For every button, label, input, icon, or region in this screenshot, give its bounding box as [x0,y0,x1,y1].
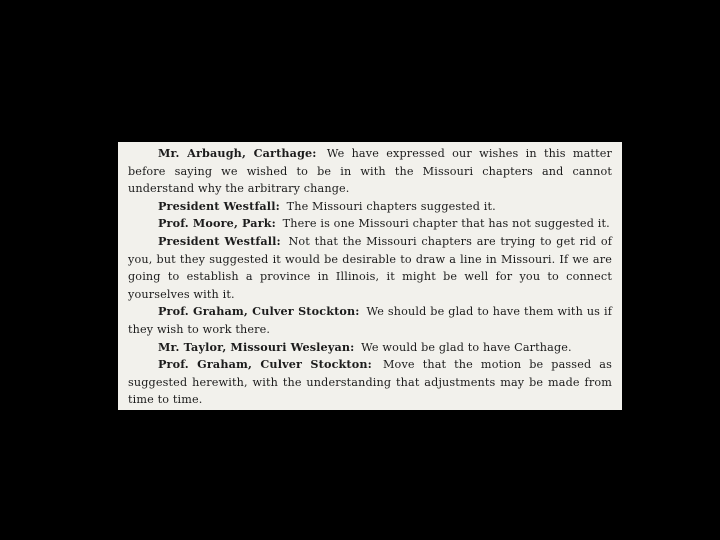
statement-text: There is one Missouri chapter that has not suggested it. [282,217,610,231]
statement-text: We have expressed our wishes in this matter before saying we wished to be in with the Missouri chapters and cannot understand why the arbitrary change. [128,147,612,196]
speaker-name: President Westfall: [158,233,281,248]
statement-text: The Missouri chapters suggested it. [286,199,496,213]
speaker-name: Prof. Graham, Culver Stockton: [158,304,360,319]
speaker-name: President Westfall: [158,198,280,213]
statement-text: We should be glad to have them with us if they wish to work there. [128,305,612,336]
statement-text: We would be glad to have Carthage. [361,340,572,354]
scanned-document-excerpt [118,142,622,410]
statement-text: Move that the motion be passed as suggested herewith, with the understanding that adjustments may be made from time to time. [128,358,612,407]
paragraph [128,356,612,409]
speaker-name: Mr. Taylor, Missouri Wesleyan: [158,339,355,354]
paragraph [128,339,612,357]
statement-text: Not that the Missouri chapters are trying to get rid of you, but they suggested it would be desirable to draw a line in Missouri. If we are going to establish a province in Illinois, it might be well for you to connect yourselves with it. [128,234,612,301]
paragraph [128,303,612,338]
paragraph [128,198,612,216]
paragraph [128,233,612,303]
speaker-name: Prof. Graham, Culver Stockton: [158,357,372,372]
speaker-name: Prof. Moore, Park: [158,216,276,231]
speaker-name: Mr. Arbaugh, Carthage: [158,146,317,160]
paragraph [128,215,612,233]
paragraph [128,145,612,198]
